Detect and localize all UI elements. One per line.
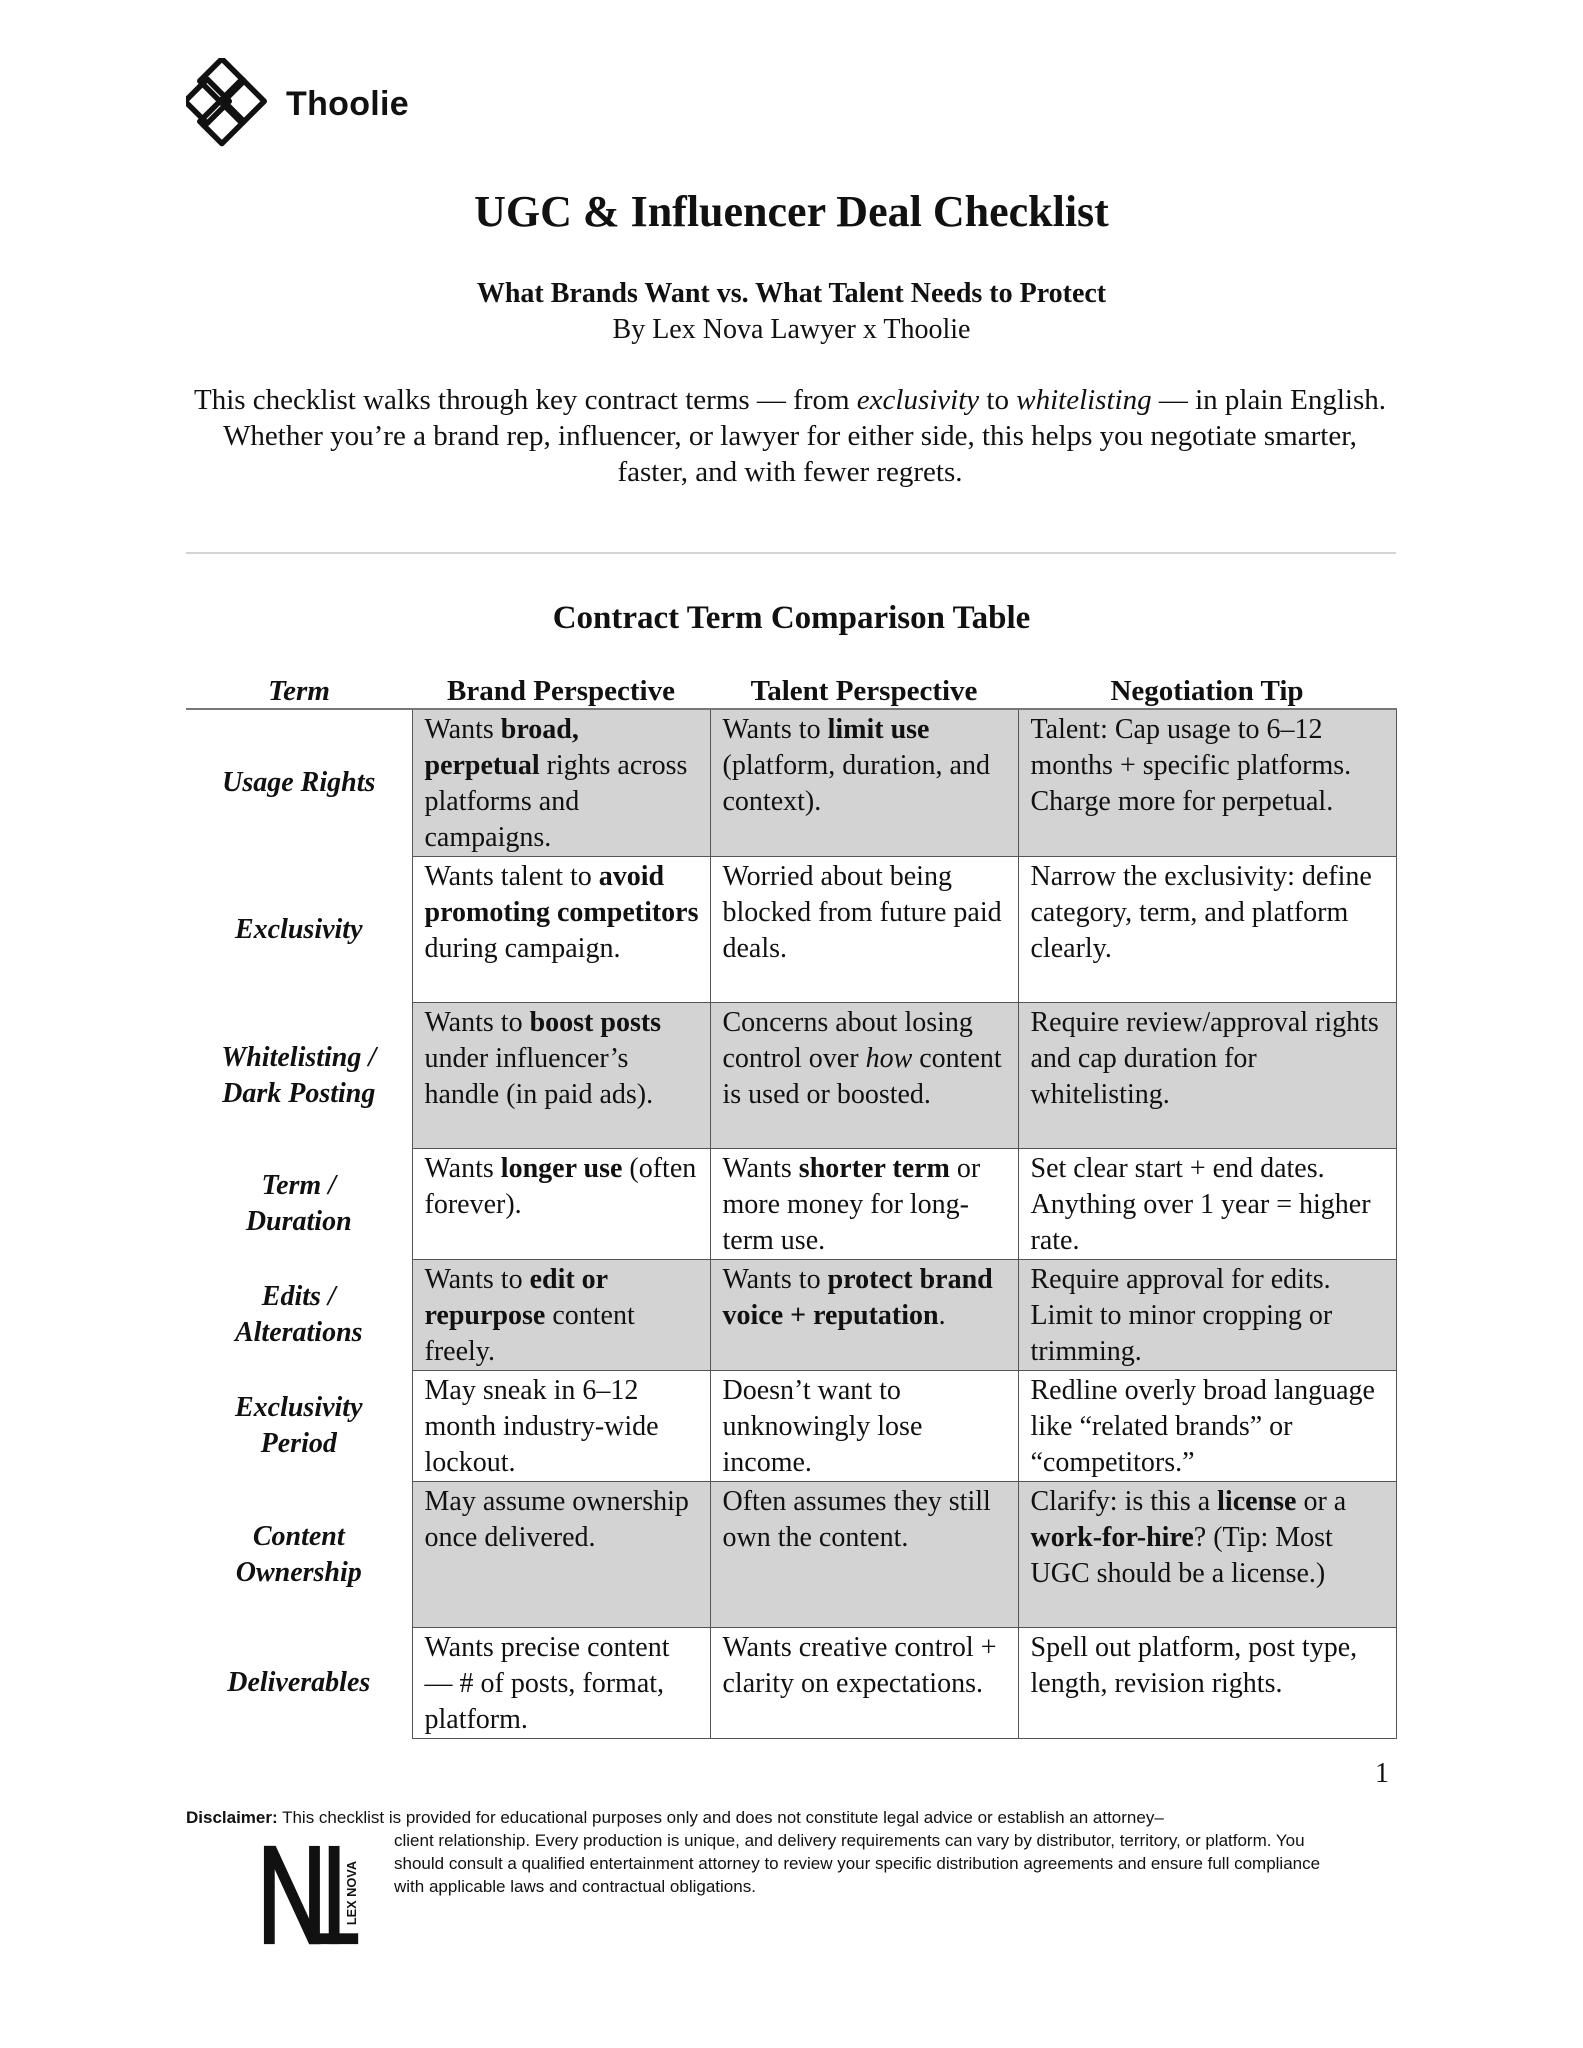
intro-paragraph: This checklist walks through key contract terms — from exclusivity to whitelisting — in plain English. Whether you’re a brand rep, influencer, or lawyer for either side, this helps you negotiate smarter, faster, and with fewer regrets.: [193, 384, 1386, 488]
tip-cell: Clarify: is this a license or a work-for-hire? (Tip: Most UGC should be a license.): [1018, 1482, 1396, 1628]
tip-cell: Narrow the exclusivity: define category, term, and platform clearly.: [1018, 857, 1396, 1003]
document-subtitle: What Brands Want vs. What Talent Needs to Protect: [476, 278, 1107, 309]
document-byline: By Lex Nova Lawyer x Thoolie: [612, 314, 971, 345]
header-brand: Brand Perspective: [412, 672, 710, 709]
talent-cell: Wants to limit use (platform, duration, and context).: [710, 709, 1018, 857]
header-talent: Talent Perspective: [710, 672, 1018, 709]
table-title: Contract Term Comparison Table: [552, 600, 1031, 636]
talent-cell: Wants to protect brand voice + reputation.: [710, 1260, 1018, 1371]
table-row: [186, 1003, 1396, 1149]
term-cell: Exclusivity: [234, 913, 363, 945]
brand-cell: Wants precise content — # of posts, format, platform.: [412, 1628, 710, 1739]
brand-cell: May sneak in 6–12 month industry-wide lockout.: [412, 1371, 710, 1482]
talent-cell: Worried about being blocked from future paid deals.: [710, 857, 1018, 1003]
comparison-table: [186, 672, 1397, 1739]
interlocking-diamonds-icon: [186, 58, 278, 150]
table-row: [186, 709, 1396, 857]
term-cell: Usage Rights: [222, 767, 376, 799]
header-tip: Negotiation Tip: [1018, 672, 1396, 709]
tip-cell: Redline overly broad language like “related brands” or “competitors.”: [1018, 1371, 1396, 1482]
disclaimer-label: Disclaimer:: [186, 1808, 278, 1827]
table-row: [186, 857, 1396, 1003]
tip-cell: Spell out platform, post type, length, revision rights.: [1018, 1628, 1396, 1739]
disclaimer-text-first-line: This checklist is provided for educational purposes only and does not constitute legal advice or establish an attorney–: [277, 1808, 1164, 1827]
svg-text:LEX NOVA: LEX NOVA: [344, 1860, 360, 1926]
table-row: [186, 1149, 1396, 1260]
table-row: [186, 1628, 1396, 1739]
table-row: [186, 1260, 1396, 1371]
brand-cell: Wants to boost posts under influencer’s handle (in paid ads).: [412, 1003, 710, 1149]
table-row: [186, 1482, 1396, 1628]
term-cell: Term / Duration: [245, 1170, 352, 1237]
tip-cell: Require review/approval rights and cap duration for whitelisting.: [1018, 1003, 1396, 1149]
term-cell: Exclusivity Period: [234, 1392, 363, 1459]
brand-cell: Wants longer use (often forever).: [412, 1149, 710, 1260]
brand-cell: May assume ownership once delivered.: [412, 1482, 710, 1628]
talent-cell: Often assumes they still own the content.: [710, 1482, 1018, 1628]
talent-cell: Concerns about losing control over how content is used or boosted.: [710, 1003, 1018, 1149]
section-divider: [186, 552, 1396, 554]
brand-cell: Wants talent to avoid promoting competitors during campaign.: [412, 857, 710, 1003]
brand-cell: Wants to edit or repurpose content freely.: [412, 1260, 710, 1371]
brand-name: Thoolie: [286, 84, 409, 123]
document-title: UGC & Influencer Deal Checklist: [474, 187, 1109, 236]
header-term: Term: [186, 672, 412, 709]
tip-cell: Set clear start + end dates. Anything over 1 year = higher rate.: [1018, 1149, 1396, 1260]
disclaimer-text-rest: client relationship. Every production is unique, and delivery requirements can vary by distributor, territory, or platform. You should consult a qualified entertainment attorney to review your specific distribution agreements and ensure full compliance with applicable laws and contractual obligations.: [394, 1831, 1321, 1896]
talent-cell: Wants creative control + clarity on expectations.: [710, 1628, 1018, 1739]
thoolie-logo: [186, 58, 409, 150]
term-cell: Whitelisting / Dark Posting: [221, 1041, 377, 1109]
talent-cell: Wants shorter term or more money for long-term use.: [710, 1149, 1018, 1260]
term-cell: Deliverables: [227, 1667, 371, 1698]
nl-monogram-icon: [260, 1842, 368, 1950]
tip-cell: Require approval for edits. Limit to minor cropping or trimming.: [1018, 1260, 1396, 1371]
tip-cell: Talent: Cap usage to 6–12 months + specific platforms. Charge more for perpetual.: [1018, 709, 1396, 857]
brand-cell: Wants broad, perpetual rights across platforms and campaigns.: [412, 709, 710, 857]
term-cell: Edits / Alterations: [234, 1281, 363, 1348]
term-cell: Content Ownership: [235, 1520, 362, 1588]
table-row: [186, 1371, 1396, 1482]
talent-cell: Doesn’t want to unknowingly lose income.: [710, 1371, 1018, 1482]
page-number: 1: [1375, 1758, 1389, 1789]
table-header-row: [186, 672, 1396, 709]
